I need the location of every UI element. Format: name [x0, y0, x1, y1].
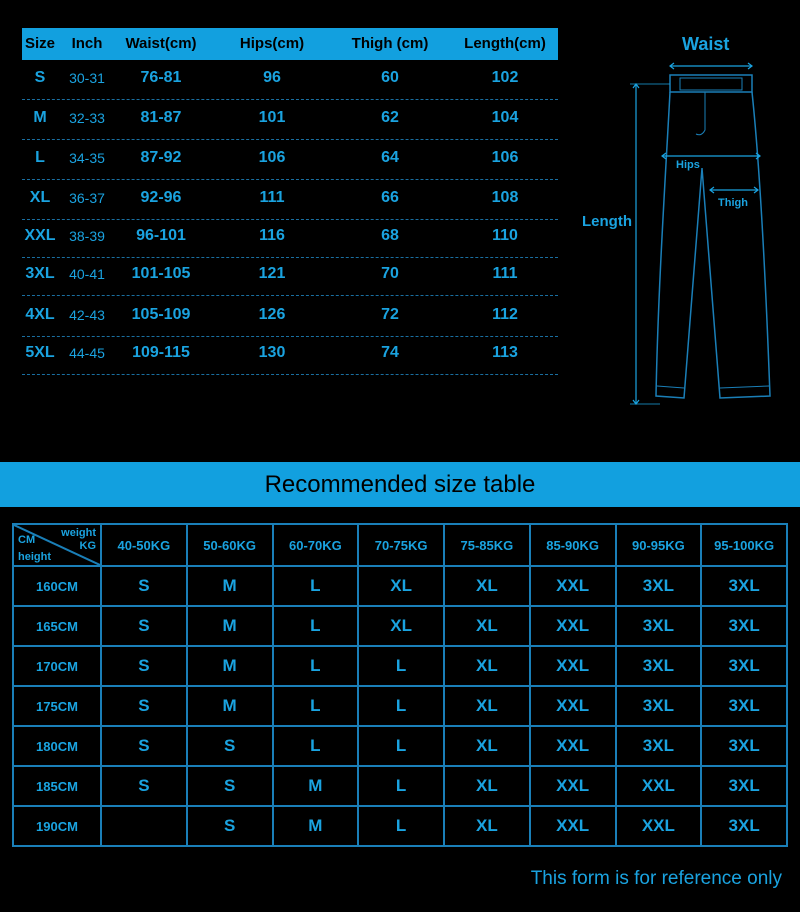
- size-cell: 3XL: [701, 686, 787, 726]
- header-hips: Hips(cm): [239, 35, 305, 52]
- size-cell: 3XL: [701, 646, 787, 686]
- corner-weight: weight: [61, 527, 96, 539]
- cell-hips: 130: [258, 344, 286, 361]
- height-row: [13, 686, 787, 726]
- size-cell: XL: [358, 566, 444, 606]
- cell-inch: 34-35: [69, 150, 105, 166]
- cell-waist: 96-101: [136, 227, 186, 244]
- size-cell: XXL: [616, 766, 702, 806]
- weight-header: 75-85KG: [444, 524, 530, 566]
- size-cell: M: [273, 806, 359, 846]
- size-cell: XL: [444, 606, 530, 646]
- recommended-banner: Recommended size table: [0, 462, 800, 507]
- size-cell: 3XL: [701, 726, 787, 766]
- cell-thigh: 74: [381, 344, 399, 361]
- cell-inch: 44-45: [69, 345, 105, 361]
- size-cell: 3XL: [616, 686, 702, 726]
- size-cell: S: [101, 606, 187, 646]
- size-row: [22, 218, 558, 258]
- size-cell: [101, 806, 187, 846]
- header-inch: Inch: [71, 35, 103, 52]
- size-cell: L: [358, 646, 444, 686]
- height-row: [13, 646, 787, 686]
- cell-length: 108: [491, 189, 519, 206]
- cell-length: 102: [491, 69, 519, 86]
- size-cell: XXL: [530, 646, 616, 686]
- cell-waist: 101-105: [131, 265, 191, 282]
- size-cell: S: [101, 766, 187, 806]
- size-cell: S: [187, 806, 273, 846]
- weight-header: 95-100KG: [701, 524, 787, 566]
- size-cell: XXL: [616, 806, 702, 846]
- weight-header: 85-90KG: [530, 524, 616, 566]
- height-label: 180CM: [13, 726, 101, 766]
- corner-kg: KG: [79, 540, 96, 552]
- cell-waist: 87-92: [140, 149, 182, 166]
- size-cell: XL: [444, 766, 530, 806]
- cell-thigh: 64: [381, 149, 399, 166]
- weight-header: 60-70KG: [273, 524, 359, 566]
- size-cell: L: [358, 686, 444, 726]
- size-cell: M: [273, 766, 359, 806]
- cell-waist: 92-96: [140, 189, 182, 206]
- size-cell: L: [273, 566, 359, 606]
- size-cell: S: [101, 646, 187, 686]
- size-cell: 3XL: [701, 766, 787, 806]
- size-cell: 3XL: [701, 606, 787, 646]
- cell-hips: 126: [258, 306, 286, 323]
- size-cell: 3XL: [616, 566, 702, 606]
- size-cell: XL: [444, 726, 530, 766]
- cell-size: M: [33, 109, 47, 126]
- size-cell: M: [187, 646, 273, 686]
- cell-size: 3XL: [25, 265, 55, 282]
- size-cell: S: [187, 726, 273, 766]
- size-cell: XXL: [530, 806, 616, 846]
- size-cell: M: [187, 566, 273, 606]
- size-cell: M: [187, 686, 273, 726]
- size-cell: XXL: [530, 566, 616, 606]
- cell-inch: 30-31: [69, 70, 105, 86]
- cell-inch: 36-37: [69, 190, 105, 206]
- cell-inch: 40-41: [69, 266, 105, 282]
- cell-waist: 81-87: [140, 109, 182, 126]
- height-row: [13, 606, 787, 646]
- height-label: 175CM: [13, 686, 101, 726]
- cell-size: 4XL: [25, 306, 55, 323]
- diagram-label-thigh: Thigh: [718, 197, 748, 209]
- size-cell: XL: [444, 806, 530, 846]
- cell-length: 106: [491, 149, 519, 166]
- size-cell: 3XL: [701, 566, 787, 606]
- cell-length: 111: [492, 265, 518, 282]
- cell-size: 5XL: [25, 344, 55, 361]
- height-row: [13, 766, 787, 806]
- diagram-label-length: Length: [582, 213, 632, 230]
- pants-diagram: [570, 28, 792, 418]
- size-cell: S: [101, 686, 187, 726]
- size-row: [22, 256, 558, 296]
- weight-header: 40-50KG: [101, 524, 187, 566]
- cell-thigh: 60: [381, 69, 399, 86]
- cell-hips: 111: [259, 189, 285, 206]
- weight-header: 70-75KG: [358, 524, 444, 566]
- size-cell: XXL: [530, 606, 616, 646]
- size-row: [22, 140, 558, 180]
- size-cell: XL: [358, 606, 444, 646]
- size-cell: XL: [444, 686, 530, 726]
- header-thigh: Thigh (cm): [351, 35, 429, 52]
- size-cell: XL: [444, 566, 530, 606]
- height-row: [13, 806, 787, 846]
- cell-hips: 116: [259, 227, 285, 244]
- cell-length: 112: [492, 306, 518, 323]
- size-cell: L: [358, 806, 444, 846]
- corner-cm: CM: [18, 534, 36, 546]
- corner-cell: [13, 524, 101, 566]
- cell-thigh: 62: [381, 109, 399, 126]
- cell-thigh: 68: [381, 227, 399, 244]
- height-label: 185CM: [13, 766, 101, 806]
- cell-thigh: 70: [381, 265, 399, 282]
- reference-note: This form is for reference only: [530, 868, 782, 889]
- size-cell: L: [358, 726, 444, 766]
- cell-waist: 109-115: [132, 344, 190, 361]
- cell-inch: 38-39: [69, 228, 105, 244]
- size-cell: 3XL: [616, 726, 702, 766]
- header-length: Length(cm): [464, 35, 546, 52]
- cell-thigh: 66: [381, 189, 399, 206]
- cell-length: 104: [491, 109, 519, 126]
- header-size: Size: [24, 35, 55, 52]
- size-cell: L: [358, 766, 444, 806]
- cell-waist: 76-81: [140, 69, 182, 86]
- size-cell: S: [187, 766, 273, 806]
- size-cell: L: [273, 686, 359, 726]
- cell-size: L: [35, 149, 45, 166]
- size-cell: L: [273, 606, 359, 646]
- height-label: 170CM: [13, 646, 101, 686]
- cell-hips: 106: [258, 149, 286, 166]
- size-cell: XL: [444, 646, 530, 686]
- size-cell: 3XL: [616, 646, 702, 686]
- size-row: [22, 180, 558, 220]
- weight-header: 50-60KG: [187, 524, 273, 566]
- size-cell: 3XL: [616, 606, 702, 646]
- cell-size: XL: [29, 189, 51, 206]
- size-row: [22, 100, 558, 140]
- size-cell: M: [187, 606, 273, 646]
- size-cell: XXL: [530, 686, 616, 726]
- cell-hips: 96: [263, 69, 281, 86]
- cell-waist: 105-109: [131, 306, 191, 323]
- size-row: [22, 335, 558, 375]
- cell-hips: 121: [258, 265, 286, 282]
- size-row: [22, 297, 558, 337]
- cell-size: S: [34, 69, 46, 86]
- header-waist: Waist(cm): [125, 35, 197, 52]
- size-table-header: [22, 28, 558, 60]
- cell-hips: 101: [258, 109, 286, 126]
- cell-thigh: 72: [381, 306, 399, 323]
- size-cell: L: [273, 726, 359, 766]
- cell-length: 110: [492, 227, 518, 244]
- size-cell: XXL: [530, 766, 616, 806]
- cell-size: XXL: [24, 227, 56, 244]
- height-row: [13, 726, 787, 766]
- size-cell: S: [101, 566, 187, 606]
- cell-inch: 32-33: [69, 110, 105, 126]
- diagram-label-hips: Hips: [676, 159, 700, 171]
- recommended-size-table: [12, 523, 788, 847]
- height-label: 160CM: [13, 566, 101, 606]
- cell-inch: 42-43: [69, 307, 105, 323]
- size-cell: 3XL: [701, 806, 787, 846]
- size-cell: XXL: [530, 726, 616, 766]
- size-cell: L: [273, 646, 359, 686]
- height-row: [13, 566, 787, 606]
- weight-header: 90-95KG: [616, 524, 702, 566]
- corner-height: height: [18, 551, 51, 563]
- height-label: 165CM: [13, 606, 101, 646]
- height-label: 190CM: [13, 806, 101, 846]
- weight-header-row: [13, 524, 787, 566]
- cell-length: 113: [492, 344, 518, 361]
- size-cell: S: [101, 726, 187, 766]
- diagram-label-waist: Waist: [682, 34, 730, 54]
- size-row: [22, 60, 558, 100]
